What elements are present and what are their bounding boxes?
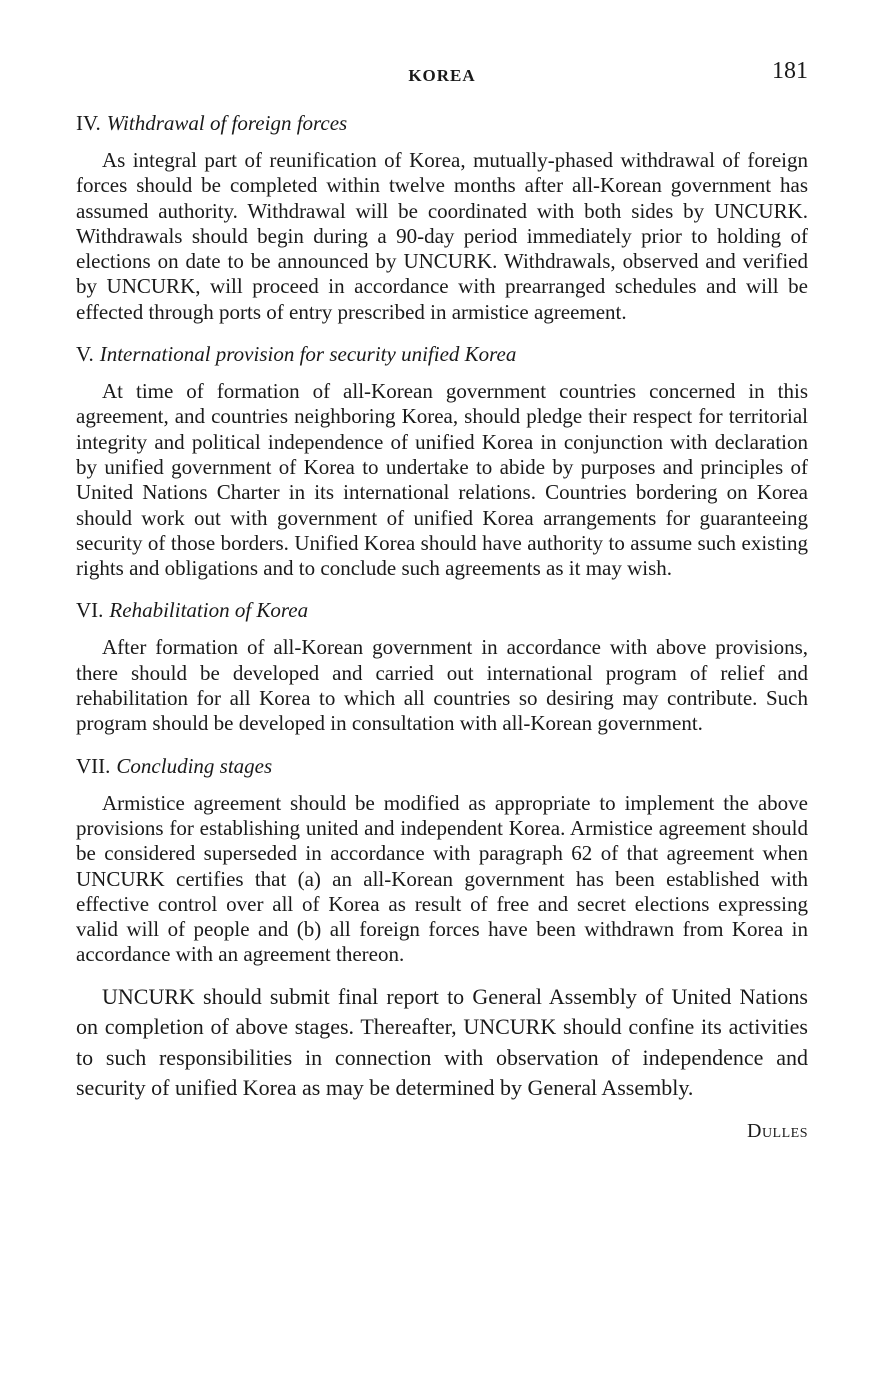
page-number: 181 <box>772 58 808 84</box>
section-numeral: V. <box>76 342 94 367</box>
section-paragraph-vi: After formation of all-Korean government in accordance with above provisions, there should be developed and carried out international program of relief and rehabilitation for all Korea to which all countries so desiring may contribute. Such program should be developed in consultation with all-Korean government. <box>76 635 808 736</box>
running-title: KOREA <box>408 66 476 85</box>
section-title: International provision for security unified Korea <box>99 342 517 367</box>
signature: Dulles <box>747 1119 808 1142</box>
section-paragraph-iv: As integral part of reunification of Korea, mutually-phased withdrawal of foreign forces should be completed within twelve months after all-Korean government has assumed authority. Withdrawal will be coordinated with both sides by UNCURK. Withdrawals should begin during a 90-day period immediately prior to holding of elections on date to be announced by UNCURK. Withdrawals, observed and verified by UNCURK, will proceed in accordance with prearranged schedules and will be effected through ports of entry prescribed in armistice agreement. <box>76 148 808 324</box>
section-heading-vii <box>76 753 808 779</box>
section-heading-vi <box>76 597 808 623</box>
section-title: Withdrawal of foreign forces <box>106 111 348 135</box>
section-paragraph-vii: Armistice agreement should be modified as appropriate to implement the above provisions for establishing united and independent Korea. Armistice agreement should be considered superseded in accordance with paragraph 62 of that agreement when UNCURK certifies that (a) an all-Korean government has been established with effective control over all of Korea as result of free and secret elections expressing valid will of people and (b) all foreign forces have been withdrawn from Korea in accordance with an agreement thereon. <box>76 790 808 967</box>
section-numeral: VII. <box>76 753 111 778</box>
section-title: Rehabilitation of Korea <box>109 598 309 623</box>
running-head <box>76 58 808 94</box>
section-numeral: VI. <box>76 598 104 623</box>
closing-paragraph: UNCURK should submit final report to General Assembly of United Nations on completion of above stages. Thereafter, UNCURK should confine its activities to such responsibilities in connection with observation of independence and security of unified Korea as may be determined by General Assembly. <box>76 983 808 1101</box>
section-numeral: IV. <box>76 111 101 135</box>
section-title: Concluding stages <box>116 753 273 778</box>
section-heading-iv <box>76 110 808 136</box>
section-paragraph-v: At time of formation of all-Korean government countries concerned in this agreement, and countries neighboring Korea, should pledge their respect for territorial integrity and political independence of unified Korea in conjunction with declaration by unified government of Korea to undertake to abide by purposes and principles of United Nations Charter in its international relations. Countries bordering on Korea should work out with government of unified Korea arrangements for guaranteeing security of those borders. Unified Korea should have authority to assume such existing rights and obligations and to conclude such agreements as it may wish. <box>76 379 808 581</box>
section-heading-v <box>76 341 808 367</box>
document-page <box>76 58 808 1143</box>
